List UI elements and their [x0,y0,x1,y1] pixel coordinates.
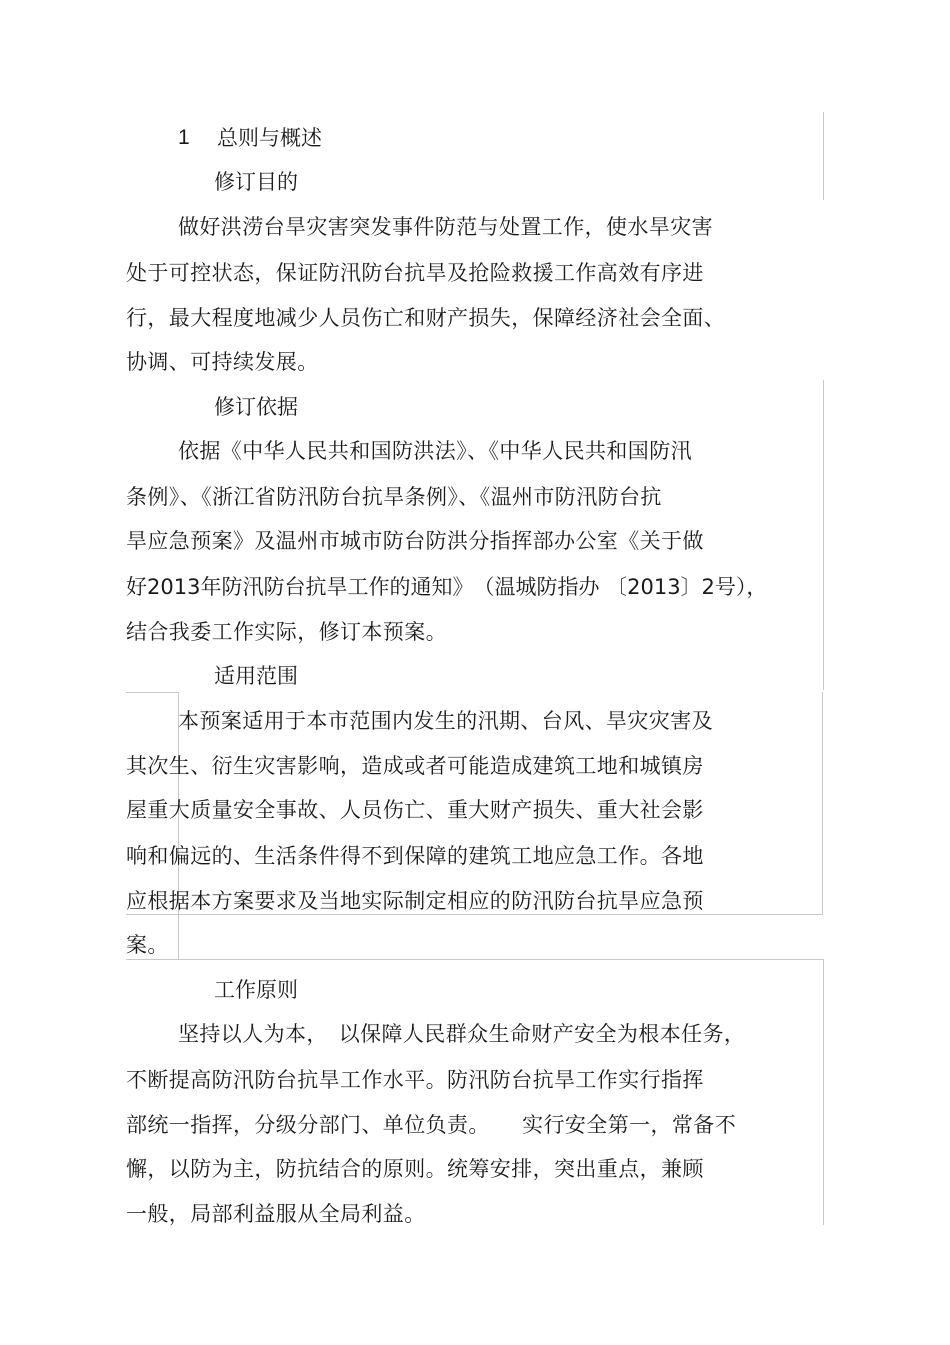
paragraph-line: 结合我委工作实际，修订本预案。 [126,620,447,644]
paragraph-line: 其次生、衍生灾害影响，造成或者可能造成建筑工地和城镇房 [126,754,704,778]
paragraph-line: 一般，局部利益服从全局利益。 [126,1202,426,1226]
paragraph-line: 屋重大质量安全事故、人员伤亡、重大财产损失、重大社会影 [126,798,704,822]
subsection-title-principles: 工作原则 [214,978,298,1002]
subsection-title-basis: 修订依据 [214,395,298,419]
scope-bottom-rule [179,959,824,960]
paragraph-line: 不断提高防汛防台抗旱工作水平。防汛防台抗旱工作实行指挥 [126,1068,704,1092]
section-number: 1 [178,126,190,149]
right-margin-rule-lower [823,960,824,1225]
paragraph-line: 好2013年防汛防台抗旱工作的通知》 （温城防指办 〔2013〕2号）， [126,575,768,599]
paragraph-line: 条例》、《浙江省防汛防台抗旱条例》、《温州市防汛防台抗 [126,485,662,509]
paragraph-line: 本预案适用于本市范围内发生的汛期、台风、旱灾灾害及 [178,709,713,733]
subsection-title-scope: 适用范围 [214,664,298,688]
right-margin-rule-top [823,112,824,200]
paragraph-line: 协调、可持续发展。 [126,350,319,374]
paragraph-line: 响和偏远的、生活条件得不到保障的建筑工地应急工作。各地 [126,844,704,868]
paragraph-line: 行，最大程度地减少人员伤亡和财产损失，保障经济社会全面、 [126,306,726,330]
paragraph-line: 坚持以人为本， 以保障人民群众生命财产安全为根本任务， [178,1022,746,1046]
right-margin-rule-mid [823,380,824,690]
paragraph-line: 依据《中华人民共和国防洪法》、《中华人民共和国防汛 [178,439,692,463]
scope-indent-box [126,692,179,960]
paragraph-line: 应根据本方案要求及当地实际制定相应的防汛防台抗旱应急预 [126,889,704,913]
paragraph-line: 案。 [126,933,169,957]
paragraph-line: 处于可控状态，保证防汛防台抗旱及抢险救援工作高效有序进 [126,261,704,285]
paragraph-line: 做好洪涝台旱灾害突发事件防范与处置工作，使水旱灾害 [178,215,713,239]
paragraph-line: 部统一指挥，分级分部门、单位负责。 实行安全第一，常备不 [126,1113,737,1137]
subsection-title-purpose: 修订目的 [214,170,298,194]
paragraph-line: 旱应急预案》及温州市城市防台防洪分指挥部办公室《关于做 [126,529,704,553]
section-title: 总则与概述 [217,126,322,150]
paragraph-line: 懈，以防为主，防抗结合的原则。统筹安排，突出重点，兼顾 [126,1157,704,1181]
